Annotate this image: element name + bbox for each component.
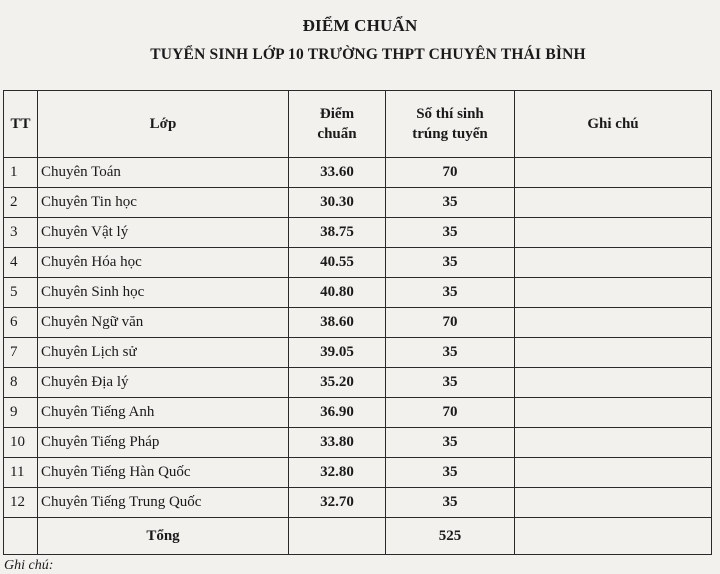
row-ghi-chu — [515, 158, 712, 188]
header-lop: Lớp — [38, 91, 289, 158]
row-lop: Chuyên Sinh học — [38, 278, 289, 308]
row-lop: Chuyên Vật lý — [38, 218, 289, 248]
row-ghi-chu — [515, 278, 712, 308]
row-ghi-chu — [515, 218, 712, 248]
row-diem: 40.55 — [289, 248, 386, 278]
row-ghi-chu — [515, 458, 712, 488]
row-tt: 3 — [4, 218, 38, 248]
row-diem: 40.80 — [289, 278, 386, 308]
row-diem: 32.80 — [289, 458, 386, 488]
row-so: 70 — [386, 158, 515, 188]
row-lop: Chuyên Toán — [38, 158, 289, 188]
table-row — [4, 188, 712, 218]
row-tt: 11 — [4, 458, 38, 488]
row-diem: 38.75 — [289, 218, 386, 248]
row-ghi-chu — [515, 308, 712, 338]
row-diem: 33.80 — [289, 428, 386, 458]
row-lop: Chuyên Tiếng Hàn Quốc — [38, 458, 289, 488]
row-tt: 12 — [4, 488, 38, 518]
row-ghi-chu — [515, 488, 712, 518]
header-diem-chuan — [289, 91, 386, 158]
header-so-thi-sinh-line2: trúng tuyển — [412, 126, 488, 142]
score-table — [3, 90, 712, 555]
row-diem: 35.20 — [289, 368, 386, 398]
row-diem: 30.30 — [289, 188, 386, 218]
header-diem-chuan-line2: chuẩn — [317, 126, 357, 142]
row-ghi-chu — [515, 398, 712, 428]
table-row — [4, 158, 712, 188]
row-so: 35 — [386, 188, 515, 218]
row-ghi-chu — [515, 428, 712, 458]
total-row — [4, 518, 712, 555]
row-tt: 9 — [4, 398, 38, 428]
row-ghi-chu — [515, 248, 712, 278]
row-lop: Chuyên Tin học — [38, 188, 289, 218]
row-so: 35 — [386, 278, 515, 308]
row-lop: Chuyên Tiếng Trung Quốc — [38, 488, 289, 518]
row-lop: Chuyên Tiếng Pháp — [38, 428, 289, 458]
row-ghi-chu — [515, 338, 712, 368]
row-so: 35 — [386, 488, 515, 518]
table-row — [4, 308, 712, 338]
table-row — [4, 218, 712, 248]
table-row — [4, 248, 712, 278]
row-diem: 33.60 — [289, 158, 386, 188]
total-empty-note — [515, 518, 712, 555]
row-tt: 7 — [4, 338, 38, 368]
total-label: Tổng — [38, 518, 289, 555]
row-tt: 1 — [4, 158, 38, 188]
row-lop: Chuyên Ngữ văn — [38, 308, 289, 338]
row-so: 35 — [386, 428, 515, 458]
row-so: 70 — [386, 308, 515, 338]
row-lop: Chuyên Tiếng Anh — [38, 398, 289, 428]
table-row — [4, 428, 712, 458]
row-tt: 5 — [4, 278, 38, 308]
total-empty-score — [289, 518, 386, 555]
row-diem: 36.90 — [289, 398, 386, 428]
table-row — [4, 278, 712, 308]
row-so: 70 — [386, 398, 515, 428]
header-diem-chuan-line1: Điểm — [319, 106, 355, 122]
table-row — [4, 368, 712, 398]
row-diem: 39.05 — [289, 338, 386, 368]
header-so-thi-sinh-line1: Số thí sinh — [416, 106, 484, 122]
row-ghi-chu — [515, 188, 712, 218]
row-so: 35 — [386, 368, 515, 398]
header-ghi-chu: Ghi chú — [515, 91, 712, 158]
table-row — [4, 488, 712, 518]
table-header-row — [4, 91, 712, 158]
row-lop: Chuyên Hóa học — [38, 248, 289, 278]
row-tt: 2 — [4, 188, 38, 218]
row-tt: 6 — [4, 308, 38, 338]
row-tt: 4 — [4, 248, 38, 278]
row-so: 35 — [386, 458, 515, 488]
row-diem: 38.60 — [289, 308, 386, 338]
total-value: 525 — [386, 518, 515, 555]
row-lop: Chuyên Lịch sử — [38, 338, 289, 368]
row-diem: 32.70 — [289, 488, 386, 518]
table-row — [4, 398, 712, 428]
row-so: 35 — [386, 338, 515, 368]
table-row — [4, 458, 712, 488]
row-tt: 8 — [4, 368, 38, 398]
row-tt: 10 — [4, 428, 38, 458]
row-ghi-chu — [515, 368, 712, 398]
row-lop: Chuyên Địa lý — [38, 368, 289, 398]
table-row — [4, 338, 712, 368]
header-tt: TT — [4, 91, 38, 158]
header-so-thi-sinh — [386, 91, 515, 158]
total-empty-cell — [4, 518, 38, 555]
page-title: ĐIỂM CHUẨN — [302, 16, 418, 35]
footnote-label: Ghi chú: — [4, 558, 54, 573]
row-so: 35 — [386, 248, 515, 278]
row-so: 35 — [386, 218, 515, 248]
page-subtitle: TUYỂN SINH LỚP 10 TRƯỜNG THPT CHUYÊN THÁI BÌNH — [150, 46, 586, 63]
